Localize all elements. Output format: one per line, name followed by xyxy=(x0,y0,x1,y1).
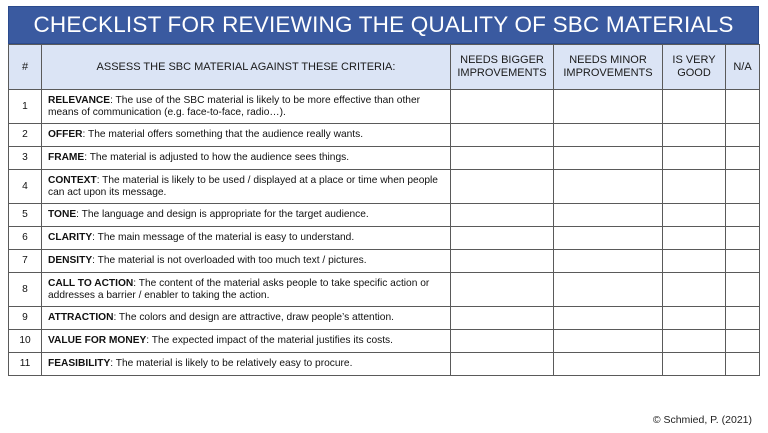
row-number: 2 xyxy=(9,124,42,147)
row-number: 3 xyxy=(9,147,42,170)
rating-cell-very-good[interactable] xyxy=(663,250,726,273)
criterion-name: DENSITY xyxy=(48,255,93,266)
rating-cell-needs-minor[interactable] xyxy=(554,147,663,170)
table-row xyxy=(9,204,760,227)
header-needs-minor-line2: IMPROVEMENTS xyxy=(563,67,653,79)
row-number: 5 xyxy=(9,204,42,227)
criterion-description: : The main message of the material is easy to understand. xyxy=(92,232,355,243)
criterion-description: : The material is likely to be used / displayed at a place or time when people can act upon its message. xyxy=(48,174,438,198)
criterion-cell xyxy=(42,353,451,376)
rating-cell-na[interactable] xyxy=(726,227,760,250)
rating-cell-very-good[interactable] xyxy=(663,170,726,204)
rating-cell-needs-minor[interactable] xyxy=(554,353,663,376)
rating-cell-na[interactable] xyxy=(726,147,760,170)
rating-cell-needs-minor[interactable] xyxy=(554,124,663,147)
criterion-description: : The material is likely to be relatively easy to procure. xyxy=(110,358,353,369)
rating-cell-na[interactable] xyxy=(726,353,760,376)
criterion-cell xyxy=(42,170,451,204)
criterion-name: FRAME xyxy=(48,152,85,163)
criterion-cell xyxy=(42,147,451,170)
rating-cell-needs-bigger[interactable] xyxy=(451,250,554,273)
rating-cell-na[interactable] xyxy=(726,273,760,307)
rating-cell-needs-minor[interactable] xyxy=(554,227,663,250)
rating-cell-very-good[interactable] xyxy=(663,90,726,124)
rating-cell-needs-bigger[interactable] xyxy=(451,273,554,307)
rating-cell-very-good[interactable] xyxy=(663,227,726,250)
rating-cell-needs-minor[interactable] xyxy=(554,273,663,307)
header-needs-bigger-line1: NEEDS BIGGER xyxy=(460,54,544,66)
criterion-cell xyxy=(42,273,451,307)
criterion-description: : The material offers something that the audience really wants. xyxy=(82,129,364,140)
page-title: CHECKLIST FOR REVIEWING THE QUALITY OF SBC MATERIALS xyxy=(8,6,759,44)
rating-cell-very-good[interactable] xyxy=(663,307,726,330)
rating-cell-needs-bigger[interactable] xyxy=(451,147,554,170)
header-num: # xyxy=(9,45,42,90)
rating-cell-na[interactable] xyxy=(726,330,760,353)
rating-cell-needs-bigger[interactable] xyxy=(451,353,554,376)
criterion-cell xyxy=(42,250,451,273)
row-number: 6 xyxy=(9,227,42,250)
row-number: 4 xyxy=(9,170,42,204)
table-row xyxy=(9,227,760,250)
row-number: 7 xyxy=(9,250,42,273)
rating-cell-na[interactable] xyxy=(726,170,760,204)
row-number: 10 xyxy=(9,330,42,353)
table-row xyxy=(9,250,760,273)
rating-cell-needs-minor[interactable] xyxy=(554,307,663,330)
rating-cell-na[interactable] xyxy=(726,307,760,330)
criterion-description: : The material is not overloaded with too much text / pictures. xyxy=(92,255,367,266)
header-very-good-line2: GOOD xyxy=(677,67,711,79)
rating-cell-needs-bigger[interactable] xyxy=(451,170,554,204)
rating-cell-na[interactable] xyxy=(726,124,760,147)
header-criteria: ASSESS THE SBC MATERIAL AGAINST THESE CRITERIA: xyxy=(42,45,451,90)
criterion-name: OFFER xyxy=(48,129,83,140)
table-row xyxy=(9,353,760,376)
table-row xyxy=(9,90,760,124)
rating-cell-very-good[interactable] xyxy=(663,124,726,147)
criterion-description: : The material is adjusted to how the audience sees things. xyxy=(84,152,350,163)
row-number: 1 xyxy=(9,90,42,124)
criterion-name: ATTRACTION xyxy=(48,312,114,323)
criterion-description: : The expected impact of the material justifies its costs. xyxy=(146,335,393,346)
rating-cell-needs-bigger[interactable] xyxy=(451,124,554,147)
rating-cell-very-good[interactable] xyxy=(663,353,726,376)
table-row xyxy=(9,273,760,307)
rating-cell-na[interactable] xyxy=(726,204,760,227)
criterion-name: VALUE FOR MONEY xyxy=(48,335,147,346)
criterion-name: FEASIBILITY xyxy=(48,358,111,369)
row-number: 9 xyxy=(9,307,42,330)
table-header-row xyxy=(9,45,760,90)
criterion-description: : The content of the material asks people to take specific action or addresses a barrier / enabler to taking the action. xyxy=(48,277,430,301)
rating-cell-needs-bigger[interactable] xyxy=(451,90,554,124)
header-very-good xyxy=(663,45,726,90)
criterion-name: TONE xyxy=(48,209,77,220)
criterion-cell xyxy=(42,90,451,124)
criterion-name: CLARITY xyxy=(48,232,93,243)
table-row xyxy=(9,330,760,353)
rating-cell-needs-minor[interactable] xyxy=(554,250,663,273)
criterion-description: : The language and design is appropriate for the target audience. xyxy=(76,209,369,220)
criterion-description: : The use of the SBC material is likely to be more effective than other means of communication (e.g. face-to-face, radio…). xyxy=(48,94,421,118)
rating-cell-needs-bigger[interactable] xyxy=(451,227,554,250)
header-very-good-line1: IS VERY xyxy=(672,54,716,66)
rating-cell-needs-minor[interactable] xyxy=(554,330,663,353)
table-row xyxy=(9,147,760,170)
header-needs-bigger-line2: IMPROVEMENTS xyxy=(457,67,547,79)
rating-cell-very-good[interactable] xyxy=(663,273,726,307)
row-number: 11 xyxy=(9,353,42,376)
header-na: N/A xyxy=(726,45,760,90)
rating-cell-very-good[interactable] xyxy=(663,330,726,353)
rating-cell-very-good[interactable] xyxy=(663,147,726,170)
criterion-description: : The colors and design are attractive, draw people’s attention. xyxy=(113,312,394,323)
rating-cell-na[interactable] xyxy=(726,250,760,273)
criterion-cell xyxy=(42,227,451,250)
criterion-name: CONTEXT xyxy=(48,174,97,186)
table-row xyxy=(9,124,760,147)
criterion-name: CALL TO ACTION xyxy=(48,277,134,289)
rating-cell-needs-minor[interactable] xyxy=(554,90,663,124)
rating-cell-na[interactable] xyxy=(726,90,760,124)
rating-cell-needs-minor[interactable] xyxy=(554,170,663,204)
checklist-table xyxy=(8,44,760,376)
rating-cell-needs-bigger[interactable] xyxy=(451,204,554,227)
header-needs-bigger xyxy=(451,45,554,90)
table-row xyxy=(9,170,760,204)
rating-cell-needs-bigger[interactable] xyxy=(451,330,554,353)
header-needs-minor xyxy=(554,45,663,90)
criterion-cell xyxy=(42,330,451,353)
criterion-cell xyxy=(42,204,451,227)
copyright-footer: © Schmied, P. (2021) xyxy=(652,414,752,426)
table-row xyxy=(9,307,760,330)
checklist-page xyxy=(8,6,759,376)
criterion-cell xyxy=(42,307,451,330)
header-needs-minor-line1: NEEDS MINOR xyxy=(569,54,647,66)
row-number: 8 xyxy=(9,273,42,307)
rating-cell-needs-minor[interactable] xyxy=(554,204,663,227)
criterion-cell xyxy=(42,124,451,147)
rating-cell-very-good[interactable] xyxy=(663,204,726,227)
criterion-name: RELEVANCE xyxy=(48,94,111,106)
rating-cell-needs-bigger[interactable] xyxy=(451,307,554,330)
